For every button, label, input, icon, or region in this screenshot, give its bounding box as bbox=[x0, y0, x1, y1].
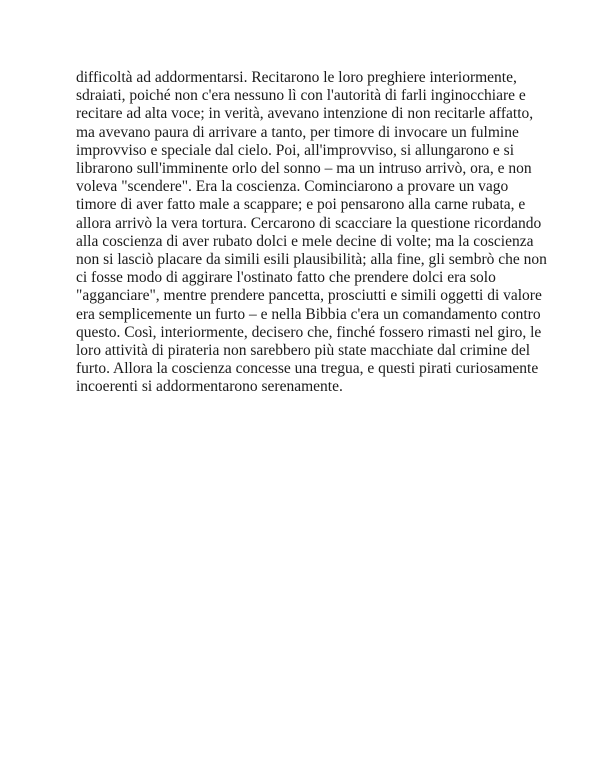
text-line: librarono sull'imminente orlo del sonno – ma un intruso arrivò, ora, e non bbox=[76, 160, 532, 178]
text-line: non si lasciò placare da simili esili plausibilità; alla fine, gli sembrò che non bbox=[76, 251, 547, 269]
text-line: questo. Così, interiormente, decisero che, finché fossero rimasti nel giro, le bbox=[76, 323, 542, 341]
text-line: difficoltà ad addormentarsi. Recitarono le loro preghiere interiormente, bbox=[76, 69, 517, 86]
text-line: ma avevano paura di arrivare a tanto, per timore di invocare un fulmine bbox=[76, 123, 519, 141]
text-line: alla coscienza di aver rubato dolci e mele decine di volte; ma la coscienza bbox=[76, 232, 534, 250]
text-line: voleva "scendere". Era la coscienza. Cominciarono a provare un vago bbox=[76, 178, 509, 196]
text-line: era semplicemente un furto – e nella Bibbia c'era un comandamento contro bbox=[76, 305, 541, 323]
text-line: timore di aver fatto male a scappare; e poi pensarono alla carne rubata, e bbox=[76, 196, 526, 214]
text-line: loro attività di pirateria non sarebbero più state macchiate dal crimine del bbox=[76, 342, 531, 360]
text-line: sdraiati, poiché non c'era nessuno lì con l'autorità di farli inginocchiare e bbox=[76, 87, 526, 105]
text-line: ci fosse modo di aggirare l'ostinato fatto che prendere dolci era solo bbox=[76, 269, 496, 287]
text-line: furto. Allora la coscienza concesse una tregua, e questi pirati curiosamente bbox=[76, 360, 539, 378]
text-line: allora arrivò la vera tortura. Cercarono di scacciare la questione ricordando bbox=[76, 214, 542, 232]
text-line: improvviso e speciale dal cielo. Poi, all'improvviso, si allungarono e si bbox=[76, 141, 515, 159]
text-line: recitare ad alta voce; in verità, avevano intenzione di non recitarle affatto, bbox=[76, 105, 534, 123]
body-paragraph bbox=[76, 69, 547, 397]
text-line: incoerenti si addormentarono serenamente. bbox=[76, 378, 343, 396]
text-line: "agganciare", mentre prendere pancetta, prosciutti e simili oggetti di valore bbox=[76, 287, 542, 305]
